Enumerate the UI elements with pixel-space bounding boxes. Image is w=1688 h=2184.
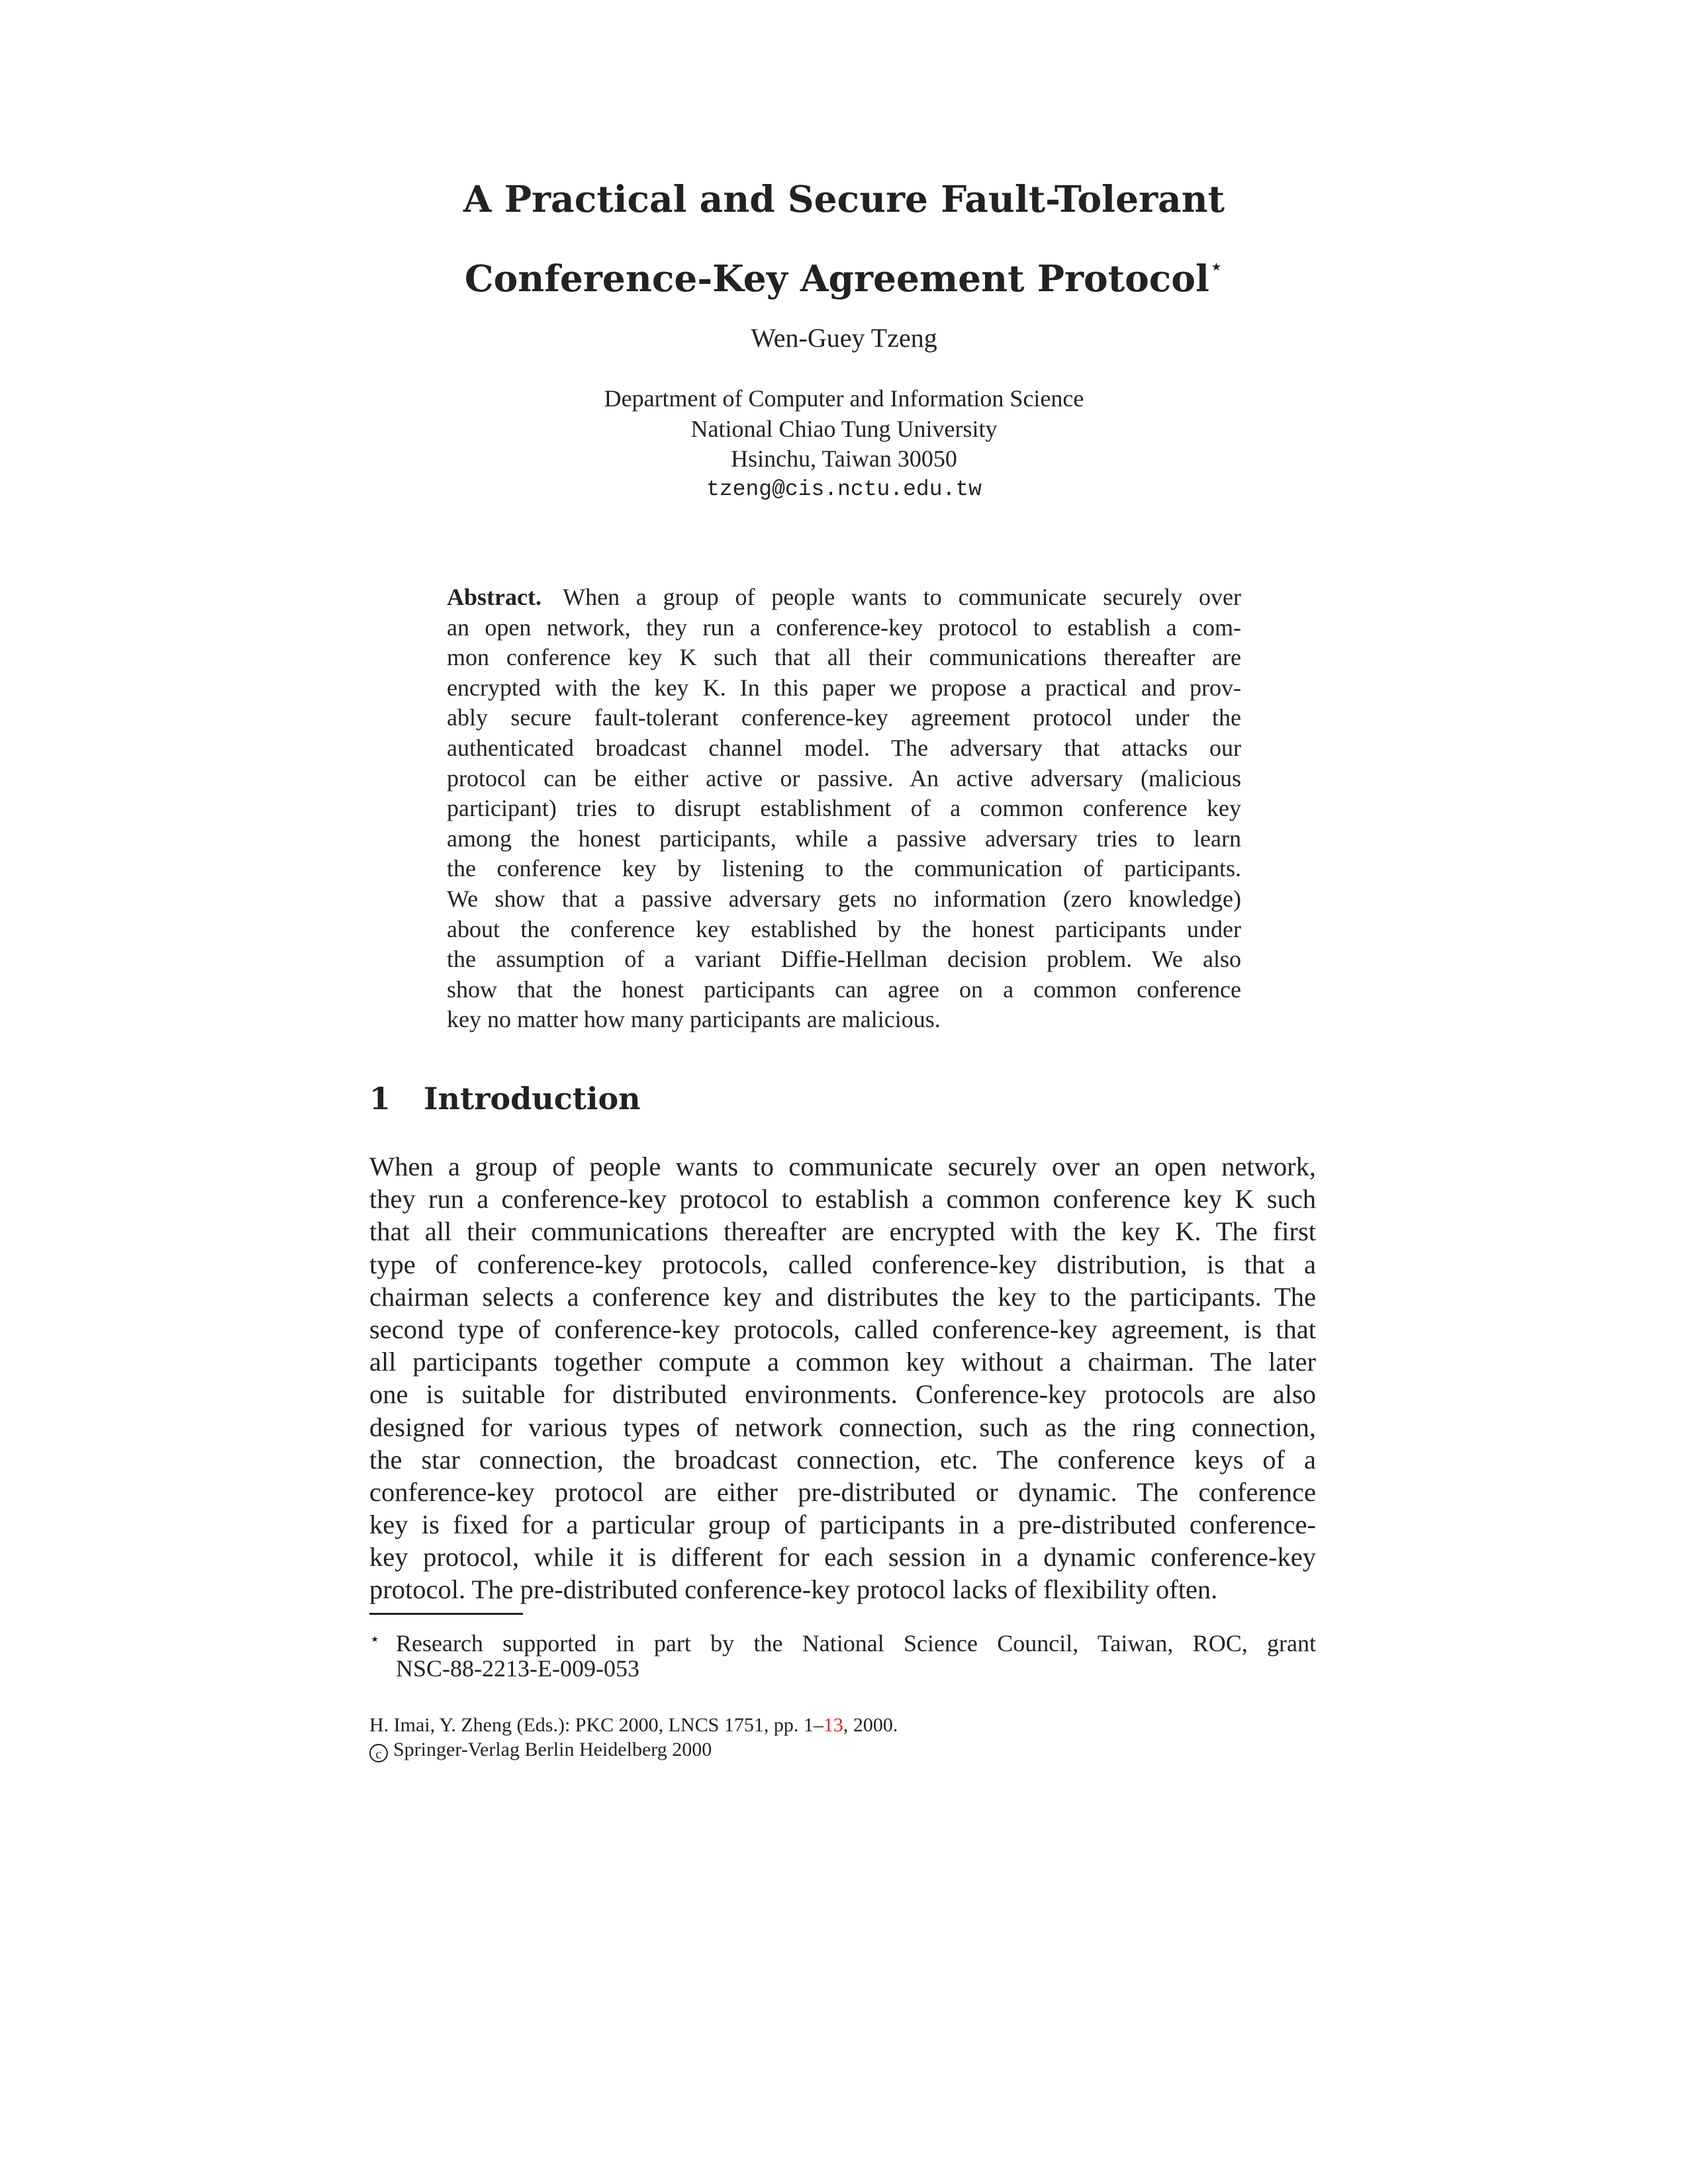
author-email[interactable]: tzeng@cis.nctu.edu.tw	[706, 477, 982, 502]
abstract-line: about the conference key established by the honest participants under	[447, 915, 1241, 942]
abstract-line	[447, 582, 1241, 613]
body-line: the star connection, the broadcast connection, etc. The conference keys of a	[369, 1444, 1316, 1475]
section-heading-introduction	[369, 1079, 641, 1118]
section-number: 1	[369, 1081, 391, 1116]
abstract-line: participant) tries to disrupt establishment of a common conference key	[447, 795, 1241, 822]
body-line: chairman selects a conference key and distributes the key to the participants. The	[369, 1281, 1316, 1312]
footnote-line: NSC-88-2213-E-009-053	[396, 1655, 639, 1682]
copyright-text: Springer-Verlag Berlin Heidelberg 2000	[393, 1739, 712, 1760]
introduction-body	[369, 1150, 1316, 1606]
body-line: one is suitable for distributed environments. Conference-key protocols are also	[369, 1379, 1316, 1410]
title-line-1: A Practical and Secure Fault-Tolerant	[463, 177, 1225, 220]
body-line: key protocol, while it is different for each session in a dynamic conference-key	[369, 1542, 1316, 1572]
publication-info	[369, 1713, 898, 1762]
body-line: type of conference-key protocols, called conference-key distribution, is that a	[369, 1249, 1316, 1279]
citation-suffix: , 2000.	[843, 1714, 898, 1736]
footnote	[369, 1625, 1316, 1683]
author-name: Wen-Guey Tzeng	[751, 323, 937, 353]
body-line: key is fixed for a particular group of participants in a pre-distributed conference-	[369, 1510, 1316, 1540]
title-line-2-text: Conference-Key Agreement Protocol	[464, 257, 1209, 300]
abstract-line: the conference key by listening to the communication of participants.	[447, 855, 1241, 882]
body-line: that all their communications thereafter are encrypted with the key K. The first	[369, 1216, 1316, 1247]
body-line: all participants together compute a common key without a chairman. The later	[369, 1347, 1316, 1377]
abstract-line: an open network, they run a conference-key protocol to establish a com-	[447, 614, 1241, 641]
body-line: When a group of people wants to communicate securely over an open network,	[369, 1152, 1316, 1181]
paper-title	[371, 165, 1317, 312]
abstract-line-text: When a group of people wants to communicate securely over	[563, 584, 1241, 610]
citation-line	[369, 1713, 898, 1737]
body-line: conference-key protocol are either pre-distributed or dynamic. The conference	[369, 1477, 1316, 1507]
author-affiliation	[371, 384, 1317, 504]
citation-prefix: H. Imai, Y. Zheng (Eds.): PKC 2000, LNCS 1751, pp. 1–	[369, 1714, 823, 1736]
abstract-label: Abstract.	[447, 584, 541, 610]
section-title: Introduction	[424, 1081, 641, 1116]
footnote-divider	[369, 1613, 523, 1615]
abstract-line: protocol can be either active or passive. An active adversary (malicious	[447, 764, 1241, 792]
abstract-line: We show that a passive adversary gets no information (zero knowledge)	[447, 885, 1241, 912]
copyright-line	[369, 1737, 898, 1762]
abstract-line: the assumption of a variant Diffie-Hellman decision problem. We also	[447, 946, 1241, 973]
abstract-line: encrypted with the key K. In this paper we propose a practical and prov-	[447, 674, 1241, 701]
abstract	[447, 582, 1241, 1035]
footnote-mark: ⋆	[369, 1629, 381, 1649]
body-line: they run a conference-key protocol to establish a common conference key K such	[369, 1184, 1316, 1214]
body-line: second type of conference-key protocols, called conference-key agreement, is that	[369, 1314, 1316, 1344]
title-footnote-mark[interactable]: ⋆	[1209, 253, 1224, 280]
abstract-line: mon conference key K such that all their communications thereafter are	[447, 644, 1241, 671]
abstract-line: key no matter how many participants are malicious.	[447, 1006, 941, 1033]
page-end-link[interactable]: 13	[823, 1714, 843, 1736]
body-line: designed for various types of network connection, such as the ring connection,	[369, 1412, 1316, 1442]
abstract-line: ably secure fault-tolerant conference-key agreement protocol under the	[447, 704, 1241, 731]
footnote-text: Research supported in part by the National Science Council, Taiwan, ROC, grant	[396, 1630, 1316, 1657]
affiliation-location: Hsinchu, Taiwan 30050	[731, 445, 957, 472]
affiliation-department: Department of Computer and Information Science	[604, 385, 1084, 412]
body-line: protocol. The pre-distributed conference-key protocol lacks of flexibility often.	[369, 1574, 1218, 1605]
abstract-line: show that the honest participants can agree on a common conference	[447, 976, 1241, 1003]
title-line-2	[371, 233, 1317, 312]
affiliation-university: National Chiao Tung University	[690, 415, 998, 442]
footnote-line	[369, 1625, 1316, 1657]
abstract-line: authenticated broadcast channel model. The adversary that attacks our	[447, 734, 1241, 761]
abstract-line: among the honest participants, while a passive adversary tries to learn	[447, 825, 1241, 852]
copyright-icon: c	[369, 1744, 388, 1762]
